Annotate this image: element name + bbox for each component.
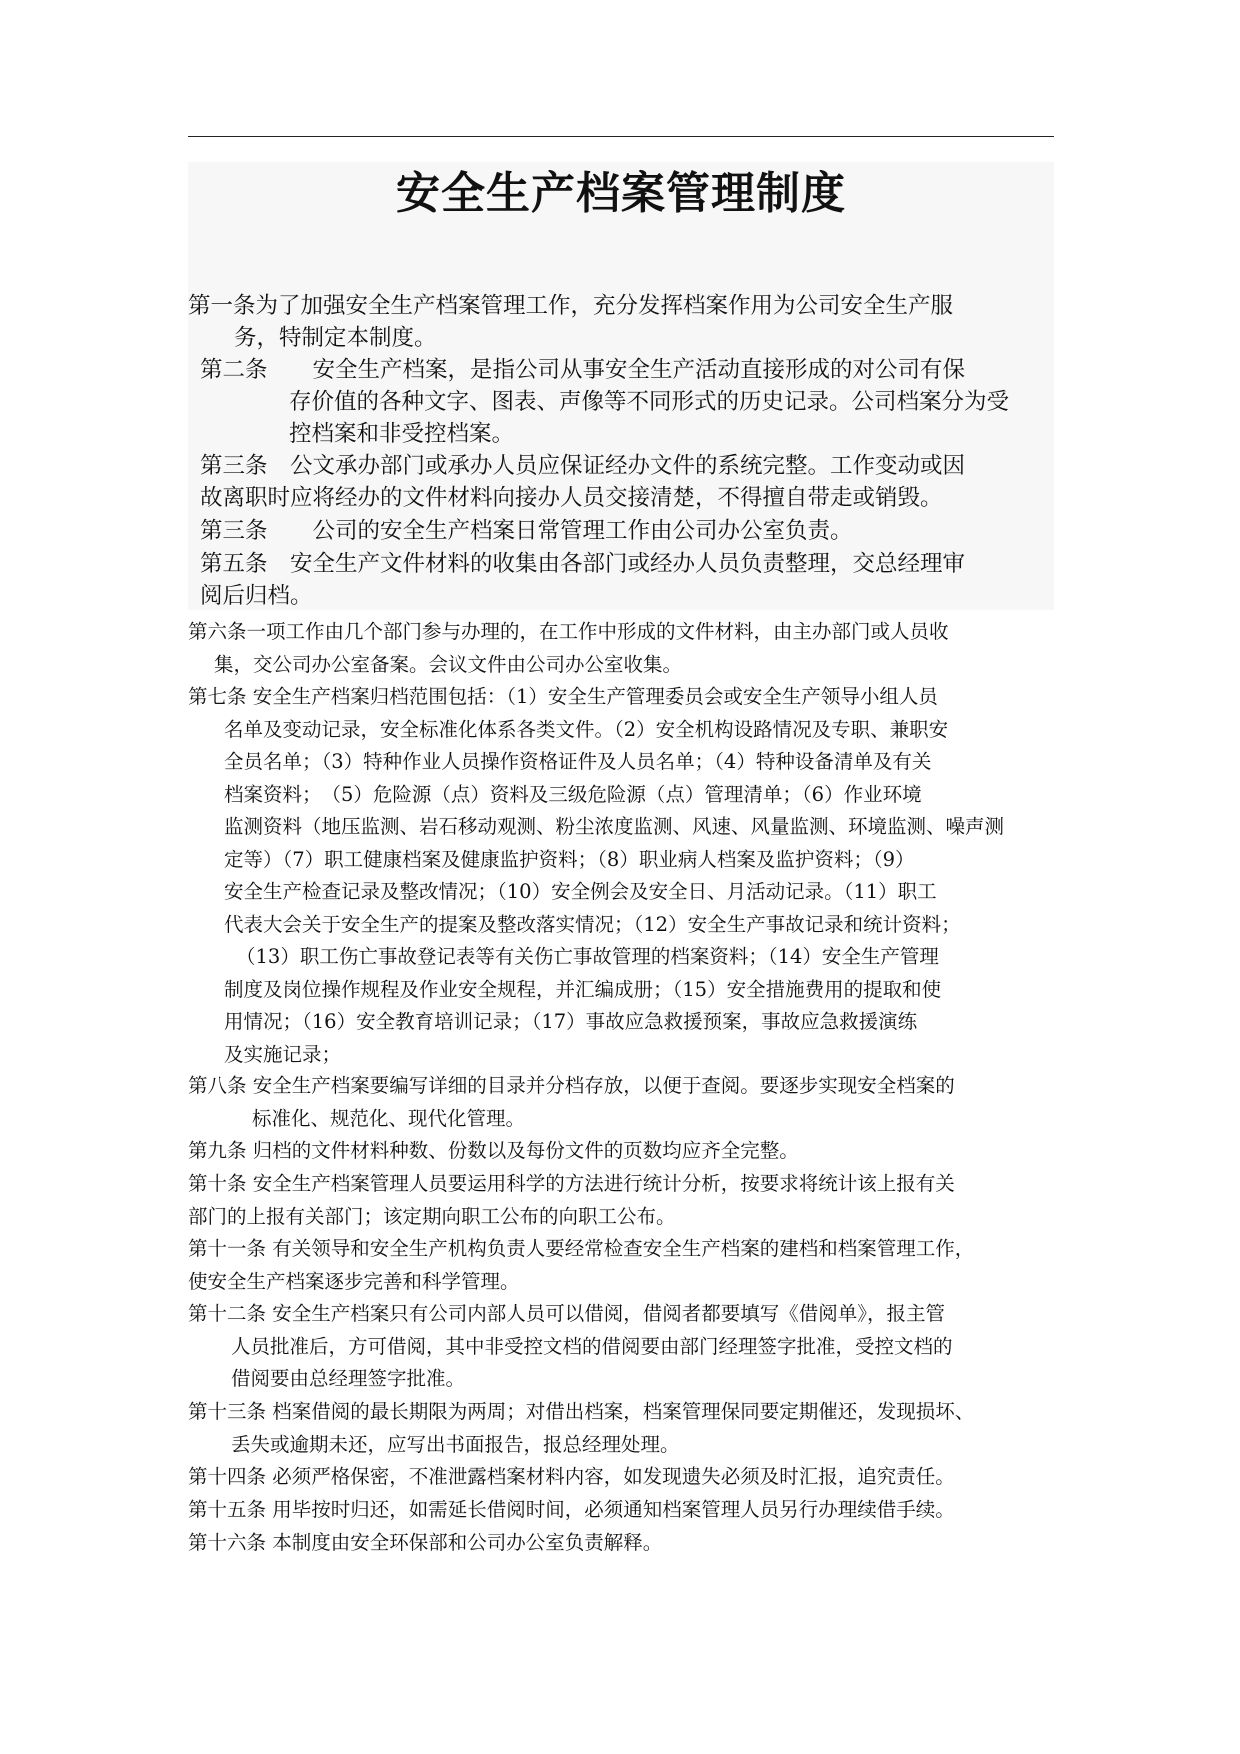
article-5	[188, 548, 1070, 612]
article-line: 名单及变动记录，安全标准化体系各类文件。（2）安全机构设路情况及专职、兼职安	[224, 717, 949, 741]
article-line: 存价值的各种文字、图表、声像等不同形式的历史记录。公司档案分为受	[289, 389, 1010, 415]
article-line: 第三条 公文承办部门或承办人员应保证经办文件的系统完整。工作变动或因	[200, 453, 966, 479]
article-line: 集，交公司办公室备案。会议文件由公司办公室收集。	[214, 652, 683, 676]
article-line: 务，特制定本制度。	[234, 325, 437, 351]
article-1	[188, 290, 1058, 354]
article-line: 监测资料（地压监测、岩石移动观测、粉尘浓度监测、风速、风量监测、环境监测、噪声测	[224, 815, 1005, 838]
article-6	[188, 616, 1068, 681]
article-8	[188, 1070, 1068, 1135]
article-line: 第十四条 必须严格保密，不准泄露档案材料内容，如发现遗失必须及时汇报，追究责任。	[188, 1465, 955, 1488]
article-line: 第七条 安全生产档案归档范围包括：（1）安全生产管理委员会或安全生产领导小组人员	[188, 685, 938, 708]
header-rule	[188, 136, 1054, 137]
article-line: 及实施记录；	[224, 1042, 342, 1066]
article-line: 第六条一项工作由几个部门参与办理的，在工作中形成的文件材料，由主办部门或人员收	[188, 620, 949, 643]
article-line: 定等）（7）职工健康档案及健康监护资料；（8）职业病人档案及监护资料；（9）	[224, 847, 915, 871]
article-line: 第二条 安全生产档案，是指公司从事安全生产活动直接形成的对公司有保	[200, 357, 966, 383]
article-line: 第八条 安全生产档案要编写详细的目录并分档存放，以便于查阅。要逐步实现安全档案的	[188, 1074, 955, 1097]
article-line: 用情况；（16）安全教育培训记录；（17）事故应急救援预案，事故应急救援演练	[224, 1010, 918, 1033]
article-line: 使安全生产档案逐步完善和科学管理。	[188, 1269, 520, 1293]
article-line: （13）职工伤亡事故登记表等有关伤亡事故管理的档案资料；（14）安全生产管理	[236, 945, 939, 968]
article-14	[188, 1461, 1068, 1494]
article-4	[188, 515, 1070, 547]
article-15	[188, 1494, 1068, 1527]
article-line: 第十条 安全生产档案管理人员要运用科学的方法进行统计分析，按要求将统计该上报有关	[188, 1172, 955, 1195]
article-16	[188, 1527, 1068, 1560]
article-line: 制度及岗位操作规程及作业安全规程，并汇编成册；（15）安全措施费用的提取和使	[224, 977, 942, 1001]
article-3	[188, 450, 1070, 514]
article-line: 第十三条 档案借阅的最长期限为两周；对借出档案，档案管理保同要定期催还，发现损坏、	[188, 1400, 975, 1423]
article-line: 部门的上报有关部门；该定期向职工公布的向职工公布。	[188, 1204, 676, 1228]
article-line: 第十六条 本制度由安全环保部和公司办公室负责解释。	[188, 1531, 663, 1554]
article-7	[188, 681, 1068, 1071]
article-line: 全员名单；（3）特种作业人员操作资格证件及人员名单；（4）特种设备清单及有关	[224, 750, 932, 773]
article-10	[188, 1168, 1068, 1233]
article-line: 阅后归档。	[200, 583, 313, 609]
article-13	[188, 1396, 1068, 1461]
article-line: 第九条 归档的文件材料种数、份数以及每份文件的页数均应齐全完整。	[188, 1139, 799, 1162]
article-line: 丢失或逾期未还，应写出书面报告，报总经理处理。	[231, 1432, 680, 1456]
article-11	[188, 1233, 1068, 1298]
article-12	[188, 1298, 1068, 1396]
document-title: 安全生产档案管理制度	[396, 168, 846, 219]
article-line: 借阅要由总经理签字批准。	[231, 1367, 466, 1390]
article-line: 第十一条 有关领导和安全生产机构负责人要经常检查安全生产档案的建档和档案管理工作，	[188, 1237, 975, 1260]
article-line: 代表大会关于安全生产的提案及整改落实情况；（12）安全生产事故记录和统计资料；	[224, 912, 961, 936]
article-line: 安全生产检查记录及整改情况；（10）安全例会及安全日、月活动记录。（11）职工	[224, 880, 937, 903]
article-9	[188, 1135, 1068, 1168]
article-line: 第三条 公司的安全生产档案日常管理工作由公司办公室负责。	[200, 518, 853, 544]
article-line: 第十五条 用毕按时归还，如需延长借阅时间，必须通知档案管理人员另行办理续借手续。	[188, 1498, 955, 1521]
article-line: 第一条为了加强安全生产档案管理工作，充分发挥档案作用为公司安全生产服	[188, 293, 954, 319]
article-line: 故离职时应将经办的文件材料向接办人员交接清楚，不得擅自带走或销毁。	[200, 485, 943, 511]
article-2	[188, 354, 1070, 450]
article-line: 第五条 安全生产文件材料的收集由各部门或经办人员负责整理，交总经理审	[200, 551, 966, 577]
article-line: 人员批准后，方可借阅，其中非受控文档的借阅要由部门经理签字批准，受控文档的	[231, 1334, 953, 1358]
article-line: 控档案和非受控档案。	[289, 421, 515, 447]
article-line: 档案资料； （5）危险源（点）资料及三级危险源（点）管理清单；（6）作业环境	[224, 782, 922, 806]
article-line: 标准化、规范化、现代化管理。	[252, 1106, 526, 1130]
article-line: 第十二条 安全生产档案只有公司内部人员可以借阅，借阅者都要填写《借阅单》，报主管	[188, 1302, 945, 1325]
